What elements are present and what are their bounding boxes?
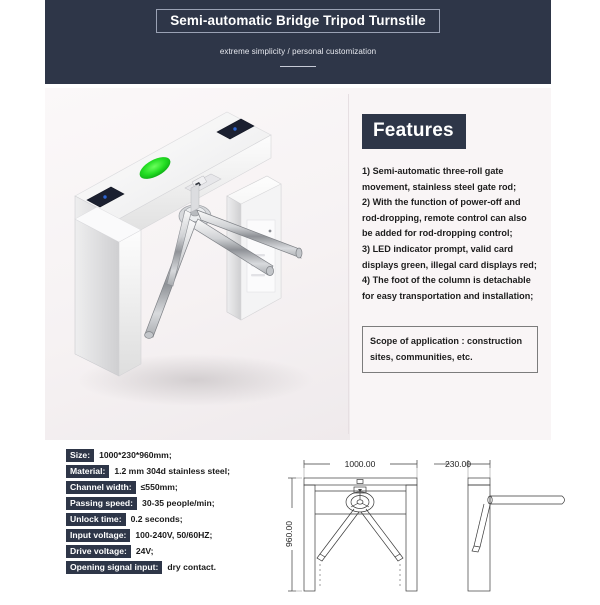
spec-label: Opening signal input: xyxy=(66,561,162,574)
spec-value: 30-35 people/min; xyxy=(142,498,215,508)
header-banner xyxy=(45,0,551,84)
spec-label: Drive voltage: xyxy=(66,545,131,558)
header-divider xyxy=(280,66,316,67)
spec-row xyxy=(66,513,266,526)
spec-label: Passing speed: xyxy=(66,497,137,510)
feature-line: be added for rod-dropping control; xyxy=(362,228,513,239)
width-dimension-label: 1000.00 xyxy=(344,459,376,469)
spec-row xyxy=(66,561,266,574)
spec-label: Size: xyxy=(66,449,94,462)
spec-row xyxy=(66,465,266,478)
spec-value: 24V; xyxy=(135,546,154,556)
feature-line: for easy transportation and installation; xyxy=(362,290,534,301)
spec-label: Unlock time: xyxy=(66,513,126,526)
feature-line: rod-dropping, remote control can also xyxy=(362,212,527,223)
spec-value: 1000*230*960mm; xyxy=(99,450,172,460)
spec-row xyxy=(66,497,266,510)
spec-value: 0.2 seconds; xyxy=(130,514,183,524)
content-panel xyxy=(45,88,551,440)
feature-line: 4) The foot of the column is detachable xyxy=(362,275,531,286)
scope-line: Scope of application : construction xyxy=(370,336,523,347)
spec-label: Channel width: xyxy=(66,481,136,494)
feature-line: displays green, illegal card displays red; xyxy=(362,259,537,270)
height-dimension-label: 960.00 xyxy=(284,521,294,547)
feature-line: 2) With the function of power-off and xyxy=(362,197,521,208)
depth-dimension-label: 230.00 xyxy=(445,459,471,469)
dimension-drawing xyxy=(262,446,600,600)
page-title: Semi-automatic Bridge Tripod Turnstile xyxy=(156,9,440,33)
spec-value: 1.2 mm 304d stainless steel; xyxy=(114,466,230,476)
spec-row xyxy=(66,529,266,542)
spec-value: 100-240V, 50/60HZ; xyxy=(135,530,213,540)
spec-label: Input voltage: xyxy=(66,529,130,542)
scope-of-application-box xyxy=(362,326,538,373)
features-heading: Features xyxy=(362,114,466,149)
specifications-list xyxy=(66,449,266,577)
feature-line: 3) LED indicator prompt, valid card xyxy=(362,243,514,254)
technical-drawing xyxy=(262,446,600,600)
spec-row xyxy=(66,481,266,494)
column-divider xyxy=(348,94,349,434)
features-section xyxy=(362,114,547,373)
product-photo xyxy=(45,88,350,440)
spec-row xyxy=(66,545,266,558)
feature-line: 1) Semi-automatic three-roll gate xyxy=(362,166,504,176)
features-list xyxy=(362,164,547,304)
scope-line: sites, communities, etc. xyxy=(370,352,473,363)
page-subtitle: extreme simplicity / personal customization xyxy=(219,47,377,56)
spec-value: ≤550mm; xyxy=(140,482,178,492)
spec-row xyxy=(66,449,266,462)
spec-value: dry contact. xyxy=(167,562,217,572)
spec-label: Material: xyxy=(66,465,109,478)
feature-line: movement, stainless steel gate rod; xyxy=(362,181,517,192)
turnstile-render xyxy=(45,88,350,440)
